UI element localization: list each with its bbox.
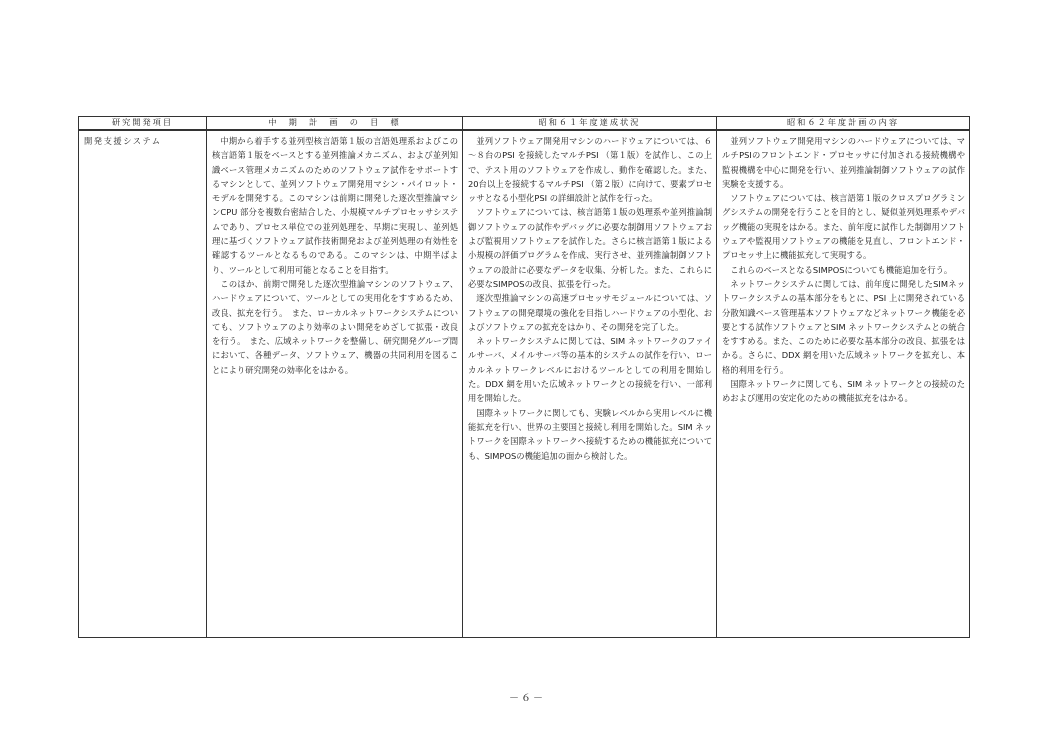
cell-status-61 xyxy=(463,130,717,638)
goals-paragraph: このほか、前期で開発した逐次型推論マシンのソフトウェア、ハードウェアについて、ツールとしての実用化をすすめるため、改良、拡充を行う。 また、ローカルネットワークシステムについても、ソフトウェアのより効率のよい開発をめざして拡張・改良を行う。 また、広域ネットワークを整備し、研究開発グループ間において、各種データ、ソフトウェア、機器の共同利用を図ることにより研究開発の効率化をはかる。 xyxy=(212,278,458,375)
status-paragraph: ソフトウェアについては、核言語第１版の処理系や並列推論制御ソフトウェアの試作やデバッグに必要な制御用ソフトウェアおよび監視用ソフトウェアを試作した。さらに核言語第１版による小規模の評価プログラムを作成、実行させ、並列推論制御ソフトウェアの設計に必要なデータを収集、分析した。また、これらに必要なSIMPOSの改良、拡張を行った。 xyxy=(468,207,712,289)
page-number: －６－ xyxy=(509,693,545,704)
header-goals: 中 期 計 画 の 目 標 xyxy=(207,117,463,131)
status-paragraph: 並列ソフトウェア開発用マシンのハードウェアについては、６～８台のPSI を接続したマルチPSI （第１版）を試作し、この上で、テスト用のソフトウェアを作成し、動作を確認した。また、20台以上を接続するマルチPSI （第２版）に向けて、要素プロセッサとなる小型化PSI の詳細設計と試作を行った。 xyxy=(468,136,712,204)
plan-paragraph: ソフトウェアについては、核言語第１版のクロスプログラミングシステムの開発を行うことを目的とし、疑似並列処理系やデバッグ機能の実現をはかる。また、前年度に試作した制御用ソフトウェアや監視用ソフトウェアの機能を見直し、フロントエンド・プロセッサ上に機能拡充して実現する。 xyxy=(722,193,965,261)
status-paragraph: 逐次型推論マシンの高速プロセッサモジュールについては、ソフトウェアの開発環境の強化を目指しハードウェアの小型化、およびソフトウェアの拡充をはかり、その開発を完了した。 xyxy=(468,293,712,332)
plan-paragraph: 並列ソフトウェア開発用マシンのハードウェアについては、マルチPSIのフロントエンド・プロセッサに付加される接続機構や監視機構を中心に開発を行い、並列推論制御ソフトウェアの試作実験を支援する。 xyxy=(722,136,965,189)
plan-paragraph: これらのベースとなるSIMPOSについても機能追加を行う。 xyxy=(730,264,953,275)
plan-paragraph: ネットワークシステムに関しては、前年度に開発したSIMネットワークシステムの基本部分をもとに、PSI 上に開発されている分散知識ベース管理基本ソフトウェアなどネットワーク機能を必要とする試作ソフトウェアとSIM ネットワークシステムとの統合をすすめる。また、このために必要な基本部分の改良、拡張をはかる。さらに、DDX 網を用いた広域ネットワークを拡充し、本格的利用を行う。 xyxy=(722,278,965,375)
cell-plan-62 xyxy=(717,130,970,638)
header-row xyxy=(79,117,970,131)
header-status-61: 昭和６１年度達成状況 xyxy=(463,117,717,131)
header-item: 研究開発項目 xyxy=(79,117,207,131)
cell-item: 開発支援システム xyxy=(79,130,207,638)
plan-paragraph: 国際ネットワークに関しても、SIM ネットワークとの接続のためおよび運用の安定化のための機能拡充をはかる。 xyxy=(722,379,965,404)
status-paragraph: 国際ネットワークに関しても、実験レベルから実用レベルに機能拡充を行い、世界の主要国と接続し利用を開始した。SIM ネットワークを国際ネットワークへ接続するための機能拡充についても、SIMPOSの機能追加の面から検討した。 xyxy=(468,407,712,461)
plan-table xyxy=(78,116,970,638)
table-row xyxy=(79,130,970,638)
header-plan-62: 昭和６２年度計画の内容 xyxy=(717,117,970,131)
status-paragraph: ネットワークシステムに関しては、SIM ネットワークのファイルサーバ、メイルサーバ等の基本的システムの試作を行い、ローカルネットワークレベルにおけるツールとしての利用を開始した。DDX 網を用いた広域ネットワークとの接続を行い、一部利用を開始した。 xyxy=(468,336,712,404)
goals-paragraph: 中期から着手する並列型核言語第１版の言語処理系およびこの核言語第１版をベースとする並列推論メカニズム、および並列知識ベース管理メカニズムのためのソフトウェア試作をサポートするマシンとして、並列ソフトウェア開発用マシン・パイロット・モデルを開発する。このマシンは前期に開発した逐次型推論マシンCPU 部分を複数台密結合した、小規模マルチプロセッサシステムであり、プロセス単位での並列処理を、早期に実現し、並列処理に基づくソフトウェア試作技術開発および並列処理の有効性を確認するツールとなるものである。このマシンは、中期半ばより、ツールとして利用可能となることを目指す。 xyxy=(212,136,458,275)
cell-goals xyxy=(207,130,463,638)
